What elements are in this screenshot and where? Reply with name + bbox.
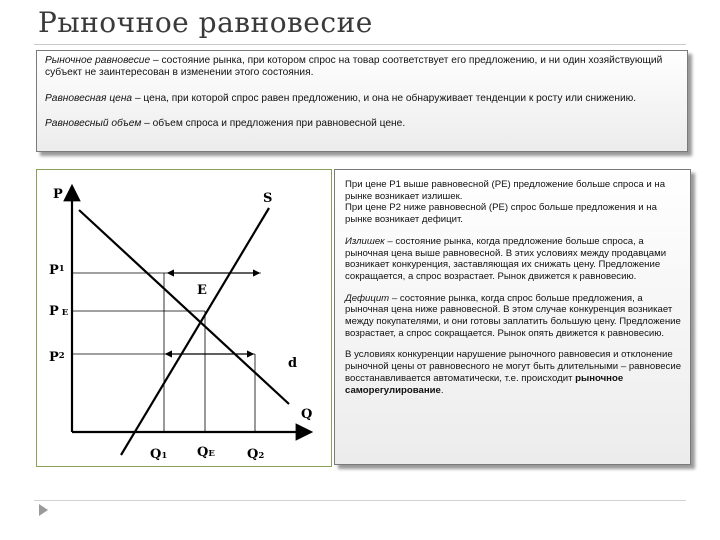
deficit-text: – состояние рынка, когда спрос больше предложения, а рыночная цена ниже равновесной. В этом случае конкуренция возникает между покупателями, и они готовы заплатить большую цену. Предложение возрастает, а спрос сокращается. Рынок опять движется к равновесию. bbox=[345, 292, 681, 339]
explanation-box bbox=[334, 169, 691, 465]
supply-demand-graph bbox=[36, 169, 332, 467]
definition-text: – состояние рынка, при котором спрос на товар соответствует его предложению, и ни один хозяйствующий субъект не заинтересован в изменении этого состояния. bbox=[45, 55, 663, 79]
axis-p-label: P bbox=[53, 187, 63, 202]
definition-text: – объем спроса и предложения при равновесной цене. bbox=[141, 118, 406, 130]
definition-text: – цена, при которой спрос равен предложению, и она не обнаруживает тенденции к росту или снижению. bbox=[132, 92, 637, 104]
p2-main: P bbox=[49, 350, 59, 365]
definition-term: Равновесная цена bbox=[45, 92, 133, 104]
pe-main: P bbox=[49, 304, 59, 319]
qe-label bbox=[197, 445, 215, 460]
definition-equilibrium-volume bbox=[45, 118, 679, 130]
p2-sub: 2 bbox=[58, 351, 65, 361]
definitions-box bbox=[36, 50, 688, 152]
footer-divider bbox=[34, 500, 686, 501]
definition-market-equilibrium bbox=[45, 55, 679, 80]
conclusion-text: В условиях конкуренции нарушение рыночного равновесия и отклонение рыночной цены от равновесного не могут быть длительными – равновесие восстанавливается автоматически, т.е. происходит bbox=[345, 349, 682, 384]
definition-term: Рыночное равновесие bbox=[45, 55, 151, 66]
conclusion-bold: рыночное саморегулирование bbox=[345, 372, 624, 396]
q2-sub: 2 bbox=[258, 451, 265, 461]
axis-q-label: Q bbox=[301, 407, 313, 422]
q1-main: Q bbox=[150, 447, 162, 462]
surplus-term: Излишек bbox=[345, 235, 385, 247]
pe-sub: E bbox=[61, 308, 69, 318]
surplus-paragraph bbox=[345, 236, 682, 283]
q2-label bbox=[247, 447, 264, 462]
equilibrium-label: E bbox=[197, 283, 207, 298]
definition-equilibrium-price bbox=[45, 93, 679, 105]
deficit-term: Дефицит bbox=[345, 292, 390, 304]
intro-line-1: При цене P1 выше равновесной (PE) предложение больше спроса и на рынке возникает излишек. bbox=[345, 179, 666, 202]
supply-label: S bbox=[263, 191, 273, 206]
q1-sub: 1 bbox=[161, 451, 168, 461]
demand-curve bbox=[79, 210, 289, 404]
q2-main: Q bbox=[247, 447, 259, 462]
qe-main: Q bbox=[197, 445, 209, 460]
graph-svg bbox=[37, 170, 333, 468]
definition-term: Равновесный объем bbox=[45, 118, 142, 130]
conclusion-paragraph bbox=[345, 349, 682, 396]
deficit-paragraph bbox=[345, 293, 682, 340]
intro-line-2: При цене P2 ниже равновесной (PE) спрос больше предложения и на рынке возникает дефицит. bbox=[345, 202, 657, 226]
conclusion-end: . bbox=[440, 384, 444, 396]
q1-label bbox=[150, 447, 167, 462]
supply-curve bbox=[121, 208, 269, 455]
p2-label bbox=[49, 350, 65, 365]
title-divider bbox=[34, 44, 686, 45]
next-slide-icon[interactable] bbox=[36, 503, 50, 517]
page-title: Рыночное равновесие bbox=[38, 6, 373, 39]
p1-sub: 1 bbox=[58, 264, 65, 274]
demand-label: d bbox=[288, 356, 298, 371]
p1-label bbox=[49, 263, 65, 278]
intro-paragraph bbox=[345, 179, 682, 226]
pe-label bbox=[49, 304, 69, 319]
p1-main: P bbox=[49, 263, 59, 278]
surplus-text: – состояние рынка, когда предложение больше спроса, а рыночная цена выше равновесной. В этих условиях между продавцами возникает конкуренция, заставляющая их снижать цену. Предложение сокращается, а спрос возрастает. Рынок движется к равновесию. bbox=[345, 235, 667, 282]
qe-sub: E bbox=[208, 449, 215, 459]
